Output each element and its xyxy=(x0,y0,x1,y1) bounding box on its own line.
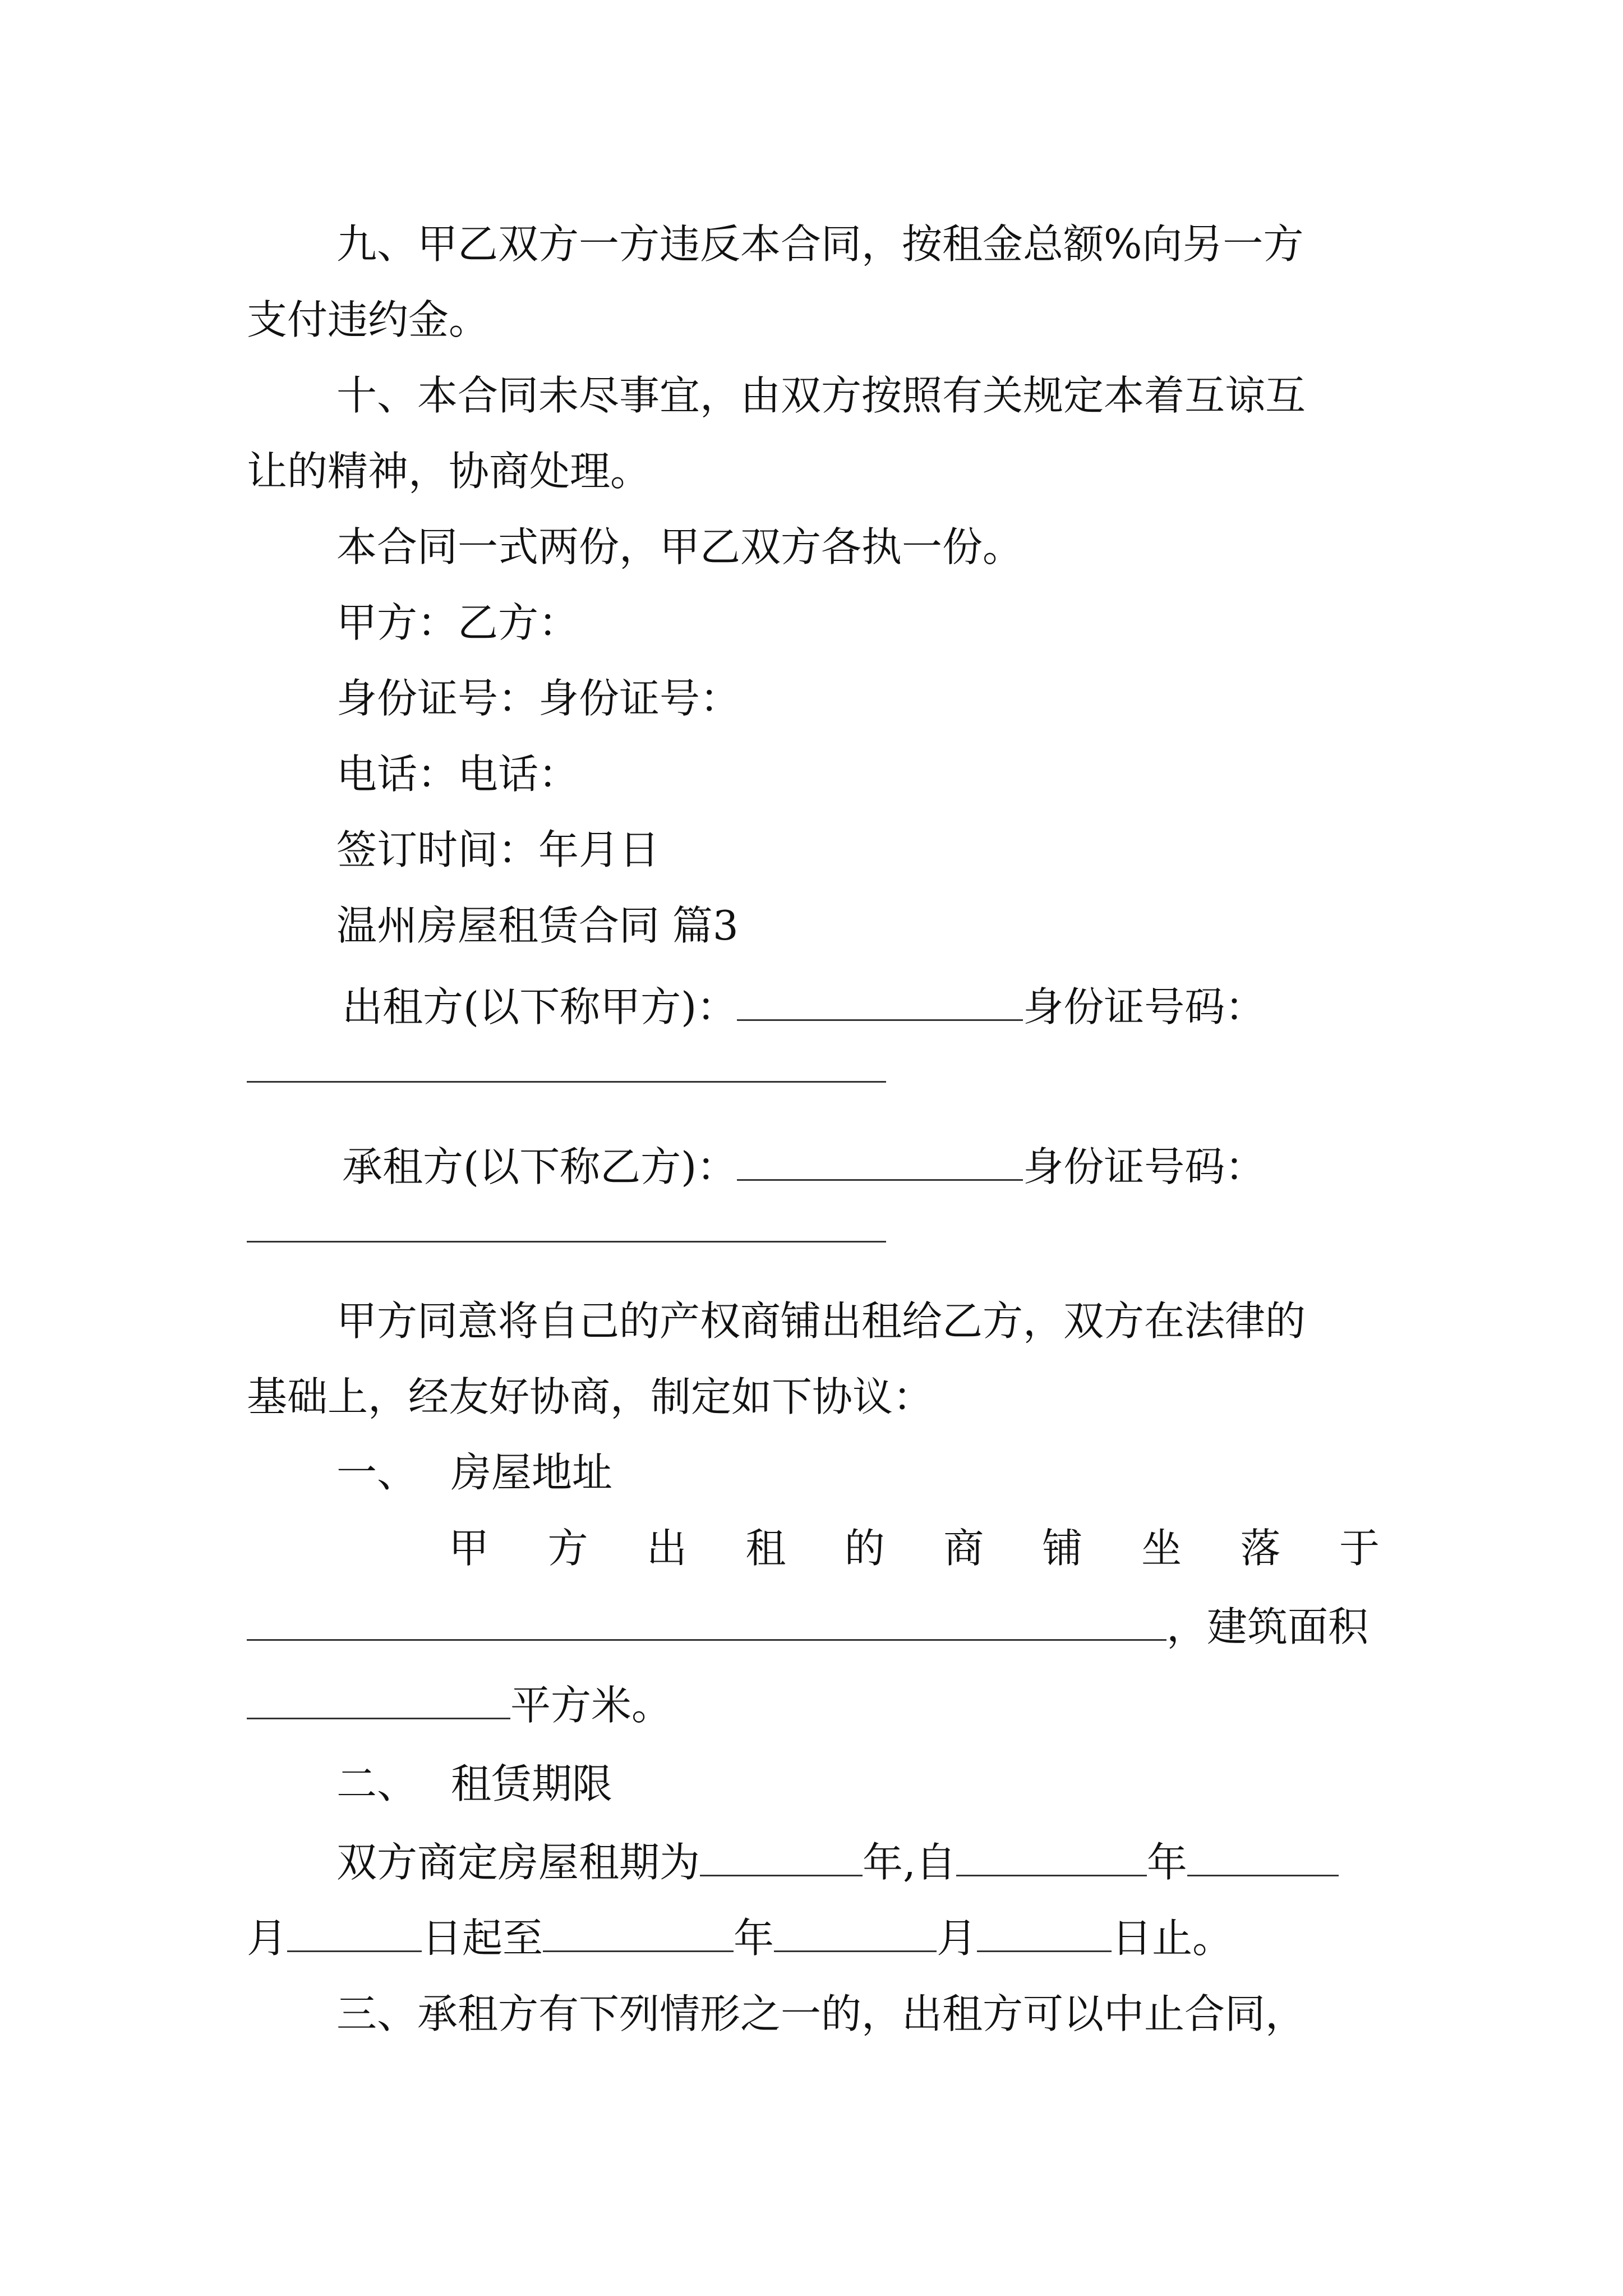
article-1-heading xyxy=(336,1442,1380,1503)
spaced-char: 铺 xyxy=(1042,1525,1083,1572)
spaced-char: 出 xyxy=(646,1525,687,1572)
spaced-char: 落 xyxy=(1240,1525,1281,1572)
month-label: 月 xyxy=(247,1915,288,1962)
lessor-id-blank-line xyxy=(247,1038,1380,1099)
id-number-line: 身份证号：身份证号： xyxy=(336,675,741,722)
year-label: 年 xyxy=(1146,1839,1187,1886)
area-blank xyxy=(247,1684,510,1719)
party-signature-line: 甲方：乙方： xyxy=(336,599,579,646)
year-from-label: 年,自 xyxy=(863,1839,956,1886)
lessee-label: 承租方(以下称乙方)： xyxy=(342,1143,737,1190)
term-label: 双方商定房屋租期为 xyxy=(336,1839,700,1886)
address-blank xyxy=(247,1605,1166,1641)
article-1-area-line xyxy=(247,1674,1380,1736)
spaced-char: 租 xyxy=(745,1525,786,1572)
spaced-char: 于 xyxy=(1339,1525,1380,1572)
lessor-name-blank xyxy=(737,986,1023,1021)
area-label: ，建筑面积 xyxy=(1166,1603,1369,1650)
end-year-blank xyxy=(543,1917,734,1952)
article-1-spaced-line xyxy=(449,1517,1380,1579)
spaced-char: 的 xyxy=(844,1525,885,1572)
start-year-blank xyxy=(956,1841,1147,1876)
sign-date-line: 签订时间：年月日 xyxy=(336,826,660,873)
article-1-address-line xyxy=(247,1596,1380,1658)
spaced-char: 方 xyxy=(547,1525,588,1572)
article-2-heading xyxy=(336,1753,1380,1815)
end-month-blank xyxy=(774,1917,937,1952)
years-blank xyxy=(700,1841,863,1876)
lessor-label: 出租方(以下称甲方)： xyxy=(342,983,737,1030)
lessor-id-label: 身份证号码： xyxy=(1023,983,1266,1030)
lessee-id-blank xyxy=(247,1207,886,1243)
spaced-char: 坐 xyxy=(1141,1525,1182,1572)
start-month-blank xyxy=(1187,1841,1339,1876)
lessee-id-label: 身份证号码： xyxy=(1023,1143,1266,1190)
clause-10-line-1: 十、本合同未尽事宜，由双方按照有关规定本着互谅互 xyxy=(336,372,1306,419)
lessor-id-blank xyxy=(247,1047,886,1083)
area-unit: 平方米。 xyxy=(510,1682,672,1729)
article-1-number: 一、 xyxy=(336,1449,418,1496)
spaced-char: 商 xyxy=(943,1525,984,1572)
clause-10-line-2: 让的精神，协商处理。 xyxy=(247,448,651,495)
article-3-line-1: 三、承租方有下列情形之一的，出租方可以中止合同， xyxy=(336,1990,1306,2037)
lessee-line xyxy=(342,1136,1385,1198)
intro-line-1: 甲方同意将自己的产权商铺出租给乙方，双方在法律的 xyxy=(336,1297,1306,1345)
lessor-line xyxy=(342,976,1385,1038)
spaced-char: 甲 xyxy=(449,1525,490,1572)
clause-9-line-1: 九、甲乙双方一方违反本合同，按租金总额%向另一方 xyxy=(336,220,1304,268)
article-1-title: 房屋地址 xyxy=(451,1449,613,1496)
article-2-line-1 xyxy=(336,1832,1380,1893)
end-day-blank xyxy=(977,1917,1112,1952)
clause-9-line-2: 支付违约金。 xyxy=(247,296,490,343)
day-to-label: 日起至 xyxy=(422,1915,543,1962)
end-month-label: 月 xyxy=(937,1915,978,1962)
article-2-title: 租赁期限 xyxy=(451,1760,613,1807)
end-day-label: 日止。 xyxy=(1112,1915,1233,1962)
end-year-label: 年 xyxy=(734,1915,774,1962)
intro-line-2: 基础上，经友好协商，制定如下协议： xyxy=(247,1373,934,1420)
lessee-id-blank-line xyxy=(247,1198,1380,1259)
article-2-line-2 xyxy=(247,1907,1380,1969)
phone-line: 电话：电话： xyxy=(336,751,579,798)
start-day-blank xyxy=(287,1917,422,1952)
article-2-number: 二、 xyxy=(336,1760,418,1807)
lessee-name-blank xyxy=(737,1145,1023,1181)
section-title: 温州房屋租赁合同 篇3 xyxy=(336,902,739,949)
copies-clause: 本合同一式两份，甲乙双方各执一份。 xyxy=(336,523,1023,570)
